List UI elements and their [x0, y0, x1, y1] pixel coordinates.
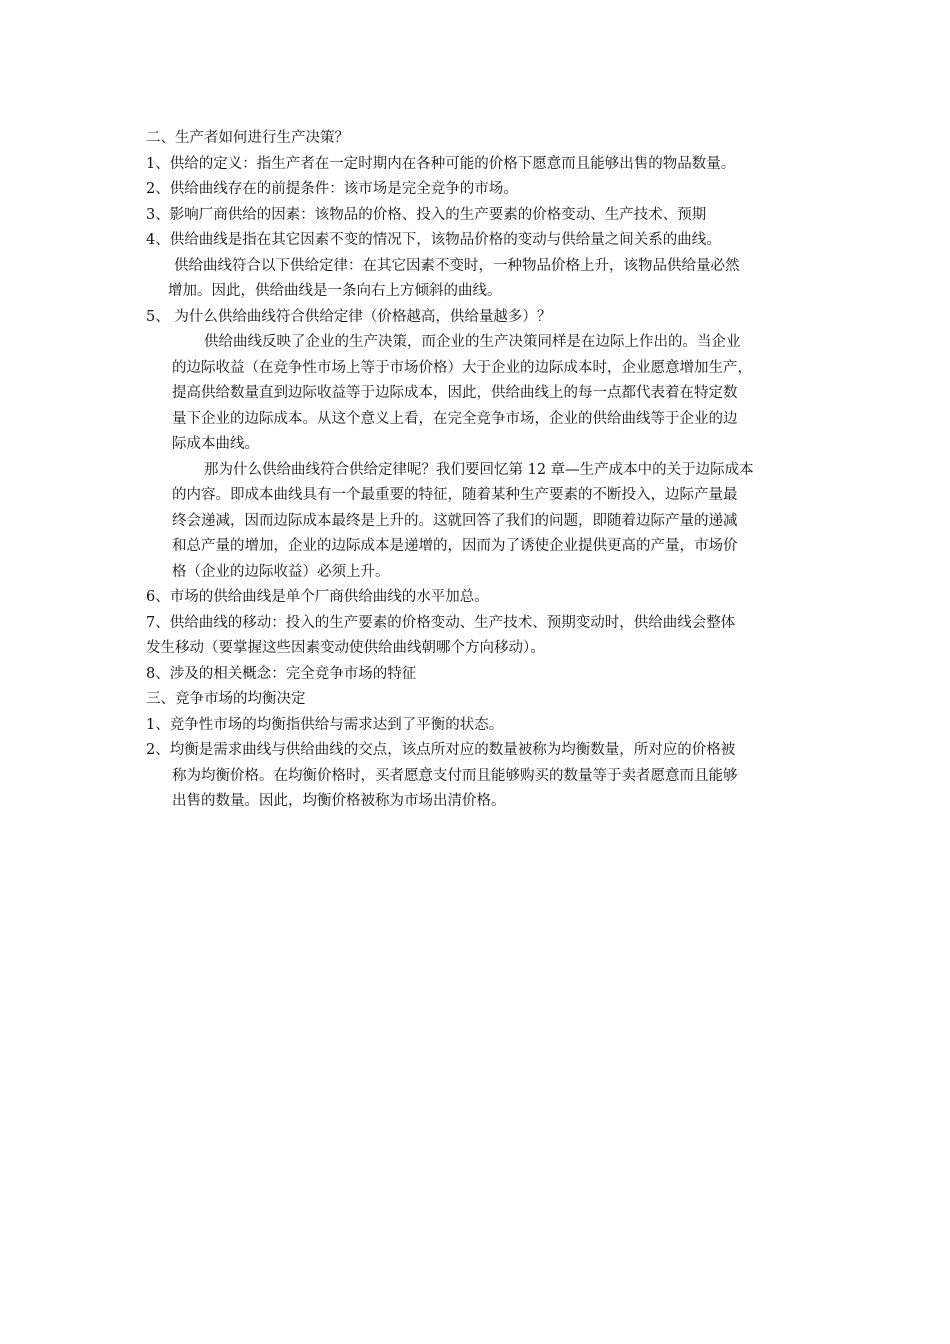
item-5-para2-line5: 格（企业的边际收益）必须上升。 [172, 563, 390, 580]
item-5-para2-line4: 和总产量的增加，企业的边际成本是递增的，因而为了诱使企业提供更高的产量，市场价 [172, 538, 738, 554]
item-5-para1-line5: 际成本曲线。 [172, 436, 259, 452]
item-2-supply-curve-premise: 2、供给曲线存在的前提条件：该市场是完全竞争的市场。 [146, 181, 518, 197]
item-3-supply-factors: 3、影响厂商供给的因素：该物品的价格、投入的生产要素的价格变动、生产技术、预期 [146, 206, 707, 223]
sec3-item-2-line2: 称为均衡价格。在均衡价格时，买者愿意支付而且能够购买的数量等于卖者愿意而且能够 [172, 767, 738, 784]
item-4-supply-curve: 4、供给曲线是指在其它因素不变的情况下，该物品价格的变动与供给量之间关系的曲线。 [146, 232, 721, 248]
item-7-supply-shift-line1: 7、供给曲线的移动：投入的生产要素的价格变动、生产技术、预期变动时，供给曲线会整体 [146, 614, 736, 631]
item-5-para1-line4: 量下企业的边际成本。从这个意义上看，在完全竞争市场，企业的供给曲线等于企业的边 [172, 410, 738, 427]
section-heading-2: 二、生产者如何进行生产决策？ [146, 130, 349, 146]
item-7-supply-shift-line2: 发生移动（要掌握这些因素变动使供给曲线朝哪个方向移动）。 [146, 640, 545, 656]
item-5-question: 5、 为什么供给曲线符合供给定律（价格越高，供给量越多）？ [146, 308, 552, 325]
document-body [146, 126, 846, 815]
item-5-para2-line2: 的内容。即成本曲线具有一个最重要的特征，随着某种生产要素的不断投入，边际产量最 [172, 487, 738, 503]
item-5-para1-line2: 的边际收益（在竞争性市场上等于市场价格）大于企业的边际成本时，企业愿意增加生产， [172, 359, 752, 376]
item-5-para2-line3: 终会递减，因而边际成本最终是上升的。这就回答了我们的问题，即随着边际产量的递减 [172, 512, 738, 529]
item-4-law-of-supply-line1: 供给曲线符合以下供给定律：在其它因素不变时，一种物品价格上升，该物品供给量必然 [174, 257, 740, 274]
item-5-para2-line1: 那为什么供给曲线符合供给定律呢？我们要回忆第 12 章—生产成本中的关于边际成本 [204, 461, 754, 478]
item-4-law-of-supply-line2: 增加。因此，供给曲线是一条向右上方倾斜的曲线。 [168, 283, 502, 299]
item-6-market-supply: 6、市场的供给曲线是单个厂商供给曲线的水平加总。 [146, 589, 489, 605]
item-1-supply-definition: 1、供给的定义：指生产者在一定时期内在各种可能的价格下愿意而且能够出售的物品数量。 [146, 155, 736, 172]
item-8-related-concepts: 8、涉及的相关概念：完全竞争市场的特征 [146, 665, 417, 682]
item-5-para1-line3: 提高供给数量直到边际收益等于边际成本，因此，供给曲线上的每一点都代表着在特定数 [172, 385, 738, 401]
item-5-para1-line1: 供给曲线反映了企业的生产决策，而企业的生产决策同样是在边际上作出的。当企业 [204, 334, 741, 350]
section-heading-3: 三、竞争市场的均衡决定 [146, 691, 306, 707]
sec3-item-2-line1: 2、均衡是需求曲线与供给曲线的交点，该点所对应的数量被称为均衡数量，所对应的价格被 [146, 742, 736, 758]
sec3-item-1-equilibrium: 1、竞争性市场的均衡指供给与需求达到了平衡的状态。 [146, 716, 504, 733]
sec3-item-2-line3: 出售的数量。因此，均衡价格被称为市场出清价格。 [172, 793, 506, 809]
